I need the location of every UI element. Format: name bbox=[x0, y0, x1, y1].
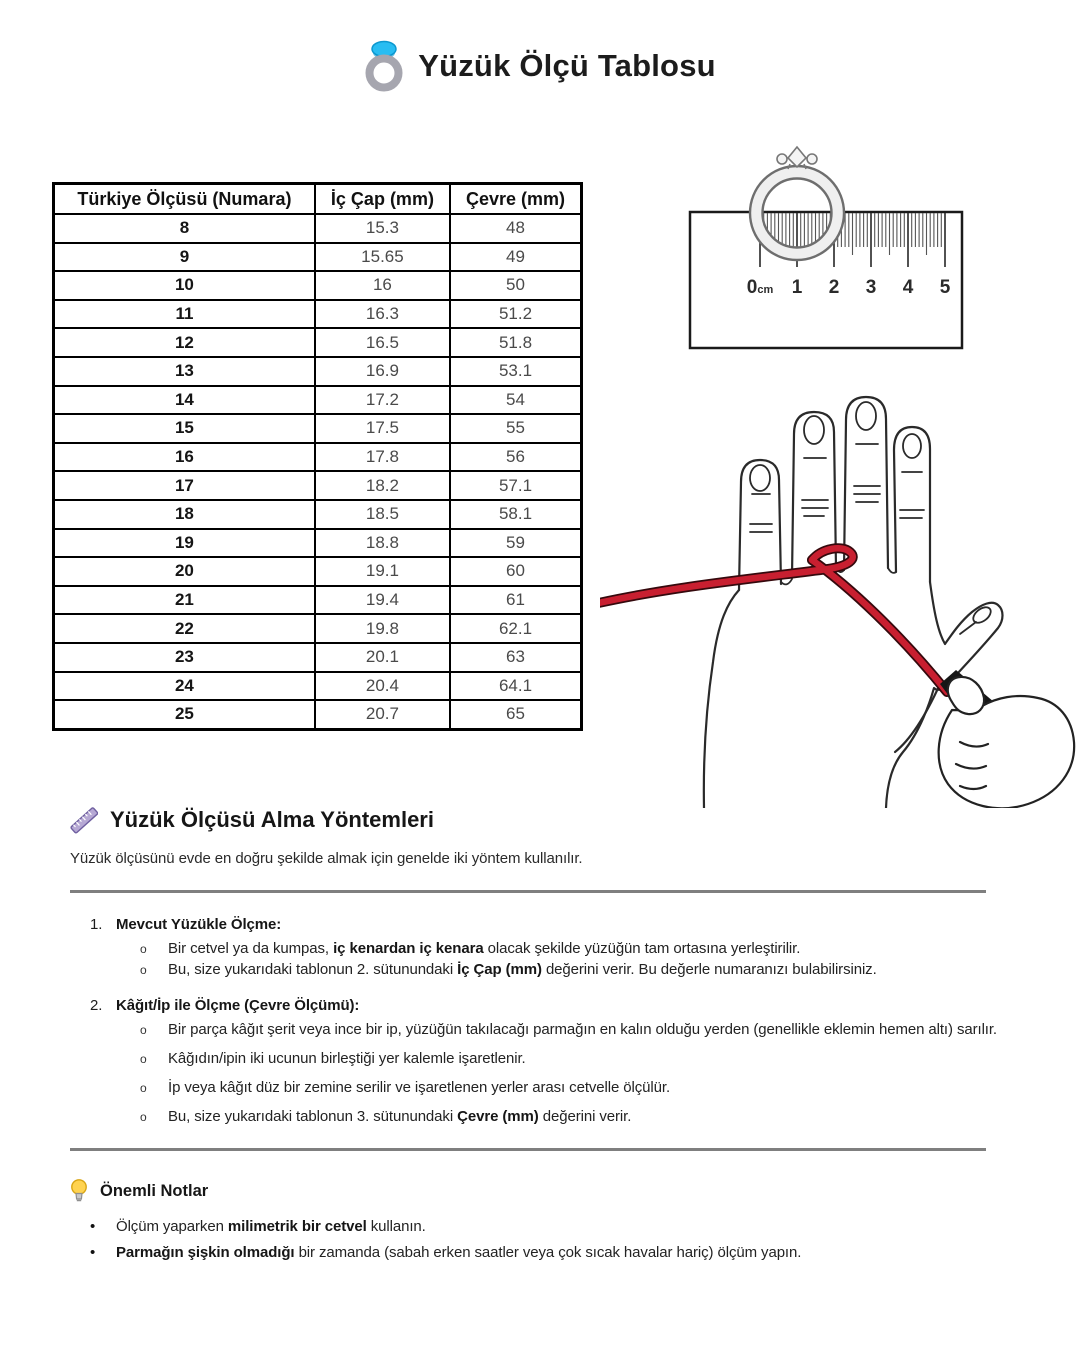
table-row bbox=[54, 443, 582, 472]
bullet-marker: o bbox=[140, 1052, 147, 1066]
text-segment: İp veya kâğıt düz bir zemine serilir ve işaretlenen yerler arası cetvelle ölçülür. bbox=[168, 1079, 671, 1096]
table-row bbox=[54, 214, 582, 243]
notes-section-header bbox=[70, 1178, 208, 1204]
section-divider bbox=[70, 1148, 986, 1151]
bullet-text bbox=[168, 940, 800, 957]
col-header-size: Türkiye Ölçüsü (Numara) bbox=[54, 184, 315, 215]
bullet-text bbox=[168, 1079, 670, 1096]
table-row bbox=[54, 357, 582, 386]
svg-text:3: 3 bbox=[865, 277, 877, 298]
size-table-container bbox=[52, 182, 583, 731]
methods-heading: Yüzük Ölçüsü Alma Yöntemleri bbox=[110, 807, 434, 832]
table-row bbox=[54, 386, 582, 415]
ring-icon bbox=[364, 40, 404, 92]
table-row bbox=[54, 500, 582, 529]
ring-finger bbox=[844, 397, 888, 570]
notes-list bbox=[70, 1218, 1000, 1270]
table-cell: 19 bbox=[54, 529, 315, 558]
index-finger bbox=[739, 460, 781, 590]
table-row bbox=[54, 243, 582, 272]
text-segment: değerini verir. bbox=[538, 1108, 632, 1125]
table-cell: 51.8 bbox=[450, 328, 581, 357]
table-cell: 62.1 bbox=[450, 614, 581, 643]
table-cell: 48 bbox=[450, 214, 581, 243]
table-cell: 13 bbox=[54, 357, 315, 386]
table-row bbox=[54, 557, 582, 586]
page-header bbox=[0, 40, 1080, 92]
table-cell: 64.1 bbox=[450, 672, 581, 701]
table-row bbox=[54, 643, 582, 672]
table-cell: 58.1 bbox=[450, 500, 581, 529]
bullet-marker: • bbox=[90, 1244, 96, 1261]
table-cell: 19.8 bbox=[315, 614, 450, 643]
table-cell: 20 bbox=[54, 557, 315, 586]
table-cell: 16.3 bbox=[315, 300, 450, 329]
table-cell: 20.1 bbox=[315, 643, 450, 672]
methods-list bbox=[70, 916, 1000, 1144]
method-item-number: 1. bbox=[90, 916, 103, 933]
ruler-icon bbox=[70, 806, 98, 834]
table-cell: 12 bbox=[54, 328, 315, 357]
text-segment: Bir parça kâğıt şerit veya ince bir ip, yüzüğün takılacağı parmağın en kalın olduğu yerden (genellikle eklemin hemen altı) sarılır. bbox=[168, 1021, 998, 1038]
table-header-row bbox=[54, 184, 582, 215]
table-row bbox=[54, 614, 582, 643]
bullet-text bbox=[116, 1218, 426, 1235]
bullet-text bbox=[168, 1108, 631, 1125]
text-segment: olacak şekilde yüzüğün tam ortasına yerleştirilir. bbox=[483, 940, 801, 957]
method-bullet bbox=[70, 1108, 1000, 1125]
table-cell: 16.5 bbox=[315, 328, 450, 357]
bullet-marker: • bbox=[90, 1218, 96, 1235]
table-cell: 55 bbox=[450, 414, 581, 443]
svg-text:0cm: 0cm bbox=[746, 277, 774, 298]
ring-on-ruler-illustration bbox=[670, 138, 980, 353]
method-item-title bbox=[70, 997, 1000, 1014]
col-header-diameter: İç Çap (mm) bbox=[315, 184, 450, 215]
marking-hand bbox=[939, 677, 1075, 808]
svg-text:4: 4 bbox=[902, 277, 914, 298]
methods-section-header bbox=[70, 806, 434, 834]
table-cell: 60 bbox=[450, 557, 581, 586]
bullet-text bbox=[168, 1021, 997, 1038]
table-row bbox=[54, 672, 582, 701]
lightbulb-icon bbox=[70, 1178, 88, 1204]
table-row bbox=[54, 471, 582, 500]
table-row bbox=[54, 700, 582, 729]
table-cell: 16 bbox=[54, 443, 315, 472]
table-row bbox=[54, 328, 582, 357]
table-cell: 10 bbox=[54, 271, 315, 300]
table-cell: 57.1 bbox=[450, 471, 581, 500]
table-row bbox=[54, 414, 582, 443]
bullet-text bbox=[168, 961, 877, 978]
svg-text:1: 1 bbox=[791, 277, 803, 298]
text-segment: Bir cetvel ya da kumpas, bbox=[168, 940, 334, 957]
table-row bbox=[54, 300, 582, 329]
table-cell: 17.8 bbox=[315, 443, 450, 472]
table-cell: 25 bbox=[54, 700, 315, 729]
text-segment: iç kenardan iç kenara bbox=[333, 940, 484, 957]
table-cell: 16.9 bbox=[315, 357, 450, 386]
table-cell: 8 bbox=[54, 214, 315, 243]
bullet-marker: o bbox=[140, 1081, 147, 1095]
text-segment: Bu, size yukarıdaki tablonun 3. sütunundaki bbox=[168, 1108, 458, 1125]
table-cell: 9 bbox=[54, 243, 315, 272]
table-cell: 14 bbox=[54, 386, 315, 415]
table-cell: 56 bbox=[450, 443, 581, 472]
table-cell: 63 bbox=[450, 643, 581, 672]
text-segment: değerini verir. Bu değerle numaranızı bulabilirsiniz. bbox=[541, 961, 877, 978]
table-cell: 18.2 bbox=[315, 471, 450, 500]
text-segment: Ölçüm yaparken bbox=[116, 1218, 228, 1235]
table-cell: 49 bbox=[450, 243, 581, 272]
method-bullet bbox=[70, 940, 1000, 957]
table-cell: 24 bbox=[54, 672, 315, 701]
method-item-number: 2. bbox=[90, 997, 103, 1014]
note-bullet bbox=[70, 1244, 1000, 1261]
table-cell: 51.2 bbox=[450, 300, 581, 329]
svg-text:5: 5 bbox=[939, 277, 951, 298]
text-segment: Çevre (mm) bbox=[457, 1108, 539, 1125]
text-segment: Bu, size yukarıdaki tablonun 2. sütunundaki bbox=[168, 961, 458, 978]
text-segment: milimetrik bir cetvel bbox=[227, 1218, 367, 1235]
string-measure-hand-illustration bbox=[600, 372, 1080, 808]
notes-heading: Önemli Notlar bbox=[100, 1181, 209, 1200]
bullet-marker: o bbox=[140, 963, 147, 977]
table-cell: 53.1 bbox=[450, 357, 581, 386]
bullet-marker: o bbox=[140, 942, 147, 956]
text-segment: Parmağın şişkin olmadığı bbox=[116, 1244, 295, 1261]
table-cell: 15.3 bbox=[315, 214, 450, 243]
table-cell: 17.5 bbox=[315, 414, 450, 443]
table-cell: 15.65 bbox=[315, 243, 450, 272]
table-cell: 23 bbox=[54, 643, 315, 672]
table-cell: 20.7 bbox=[315, 700, 450, 729]
text-segment: kullanın. bbox=[366, 1218, 426, 1235]
table-cell: 65 bbox=[450, 700, 581, 729]
methods-intro: Yüzük ölçüsünü evde en doğru şekilde almak için genelde iki yöntem kullanılır. bbox=[70, 850, 583, 867]
method-bullet bbox=[70, 1050, 1000, 1067]
method-item-label: Mevcut Yüzükle Ölçme: bbox=[116, 916, 282, 933]
method-item-label: Kâğıt/İp ile Ölçme (Çevre Ölçümü): bbox=[116, 997, 360, 1014]
bullet-marker: o bbox=[140, 1110, 147, 1124]
table-cell: 18 bbox=[54, 500, 315, 529]
method-bullet bbox=[70, 1021, 1000, 1038]
table-cell: 54 bbox=[450, 386, 581, 415]
note-bullet bbox=[70, 1218, 1000, 1235]
table-cell: 22 bbox=[54, 614, 315, 643]
table-cell: 21 bbox=[54, 586, 315, 615]
table-cell: 20.4 bbox=[315, 672, 450, 701]
method-item bbox=[70, 997, 1000, 1125]
text-segment: Kâğıdın/ipin iki ucunun birleştiği yer kalemle işaretlenir. bbox=[168, 1050, 526, 1067]
table-cell: 61 bbox=[450, 586, 581, 615]
method-item bbox=[70, 916, 1000, 978]
table-row bbox=[54, 586, 582, 615]
palm-left-edge bbox=[704, 590, 739, 808]
method-bullet bbox=[70, 961, 1000, 978]
text-segment: İç Çap (mm) bbox=[457, 961, 542, 978]
table-row bbox=[54, 271, 582, 300]
table-cell: 17.2 bbox=[315, 386, 450, 415]
ring-size-table bbox=[52, 182, 583, 731]
svg-text:2: 2 bbox=[828, 277, 840, 298]
little-finger bbox=[894, 427, 930, 582]
bullet-text bbox=[116, 1244, 801, 1261]
table-cell: 18.5 bbox=[315, 500, 450, 529]
table-cell: 59 bbox=[450, 529, 581, 558]
method-bullet bbox=[70, 1079, 1000, 1096]
table-cell: 16 bbox=[315, 271, 450, 300]
text-segment: bir zamanda (sabah erken saatler veya çok sıcak havalar hariç) ölçüm yapın. bbox=[294, 1244, 802, 1261]
section-divider bbox=[70, 890, 986, 893]
table-cell: 17 bbox=[54, 471, 315, 500]
table-cell: 19.1 bbox=[315, 557, 450, 586]
table-cell: 18.8 bbox=[315, 529, 450, 558]
table-cell: 19.4 bbox=[315, 586, 450, 615]
page-title: Yüzük Ölçü Tablosu bbox=[418, 48, 716, 83]
bullet-text bbox=[168, 1050, 526, 1067]
bullet-marker: o bbox=[140, 1023, 147, 1037]
table-cell: 11 bbox=[54, 300, 315, 329]
table-row bbox=[54, 529, 582, 558]
table-cell: 50 bbox=[450, 271, 581, 300]
table-cell: 15 bbox=[54, 414, 315, 443]
method-item-title bbox=[70, 916, 1000, 933]
col-header-circumference: Çevre (mm) bbox=[450, 184, 581, 215]
